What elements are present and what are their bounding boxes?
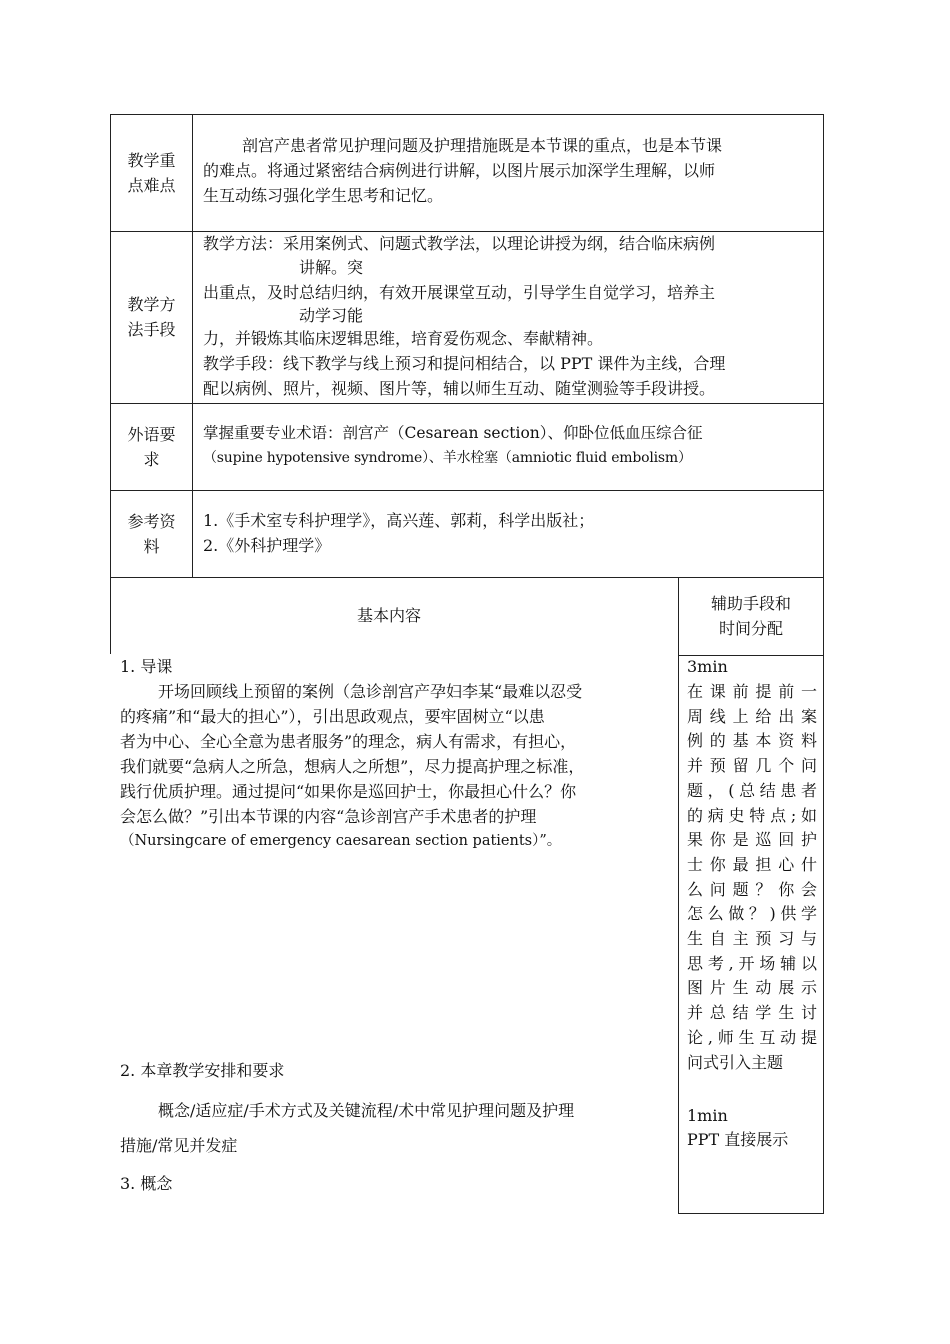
section-1-line-2: 的疼痛”和“最大的担心”），引出思政观点，要牢固树立“以患 [120, 707, 545, 726]
reference-item-2: 2.《外科护理学》 [203, 536, 331, 555]
section-1-title: 1. 导课 [120, 657, 173, 676]
reference-item-1: 1.《手术室专科护理学》，高兴莲、郭莉，科学出版社； [203, 511, 595, 530]
methods-text-3: 出重点，及时总结归纳，有效开展课堂互动，引导学生自觉学习，培养主 [203, 283, 716, 302]
aux-description-1: 在课前提前一 周线上给出案 例的基本资料 并预留几个问 题，(总结患者 的病史特点;如 果你是巡回护 士你最担心什 么问题？你会 怎么做？)供学 生自主预习与 思考,开场辅以 图片生动展示 并总结学生讨 论,师生互动提 问式引入主题 [687, 682, 817, 1072]
language-label: 外语要 求 [127, 425, 176, 469]
language-text-1: 掌握重要专业术语：剖宫产（Cesarean section）、仰卧位低血压综合征 [203, 424, 703, 442]
basic-content-heading: 基本内容 [357, 606, 422, 625]
methods-text-1: 教学方法：采用案例式、问题式教学法，以理论讲授为纲，结合临床病例 [203, 234, 716, 253]
methods-text-2: 讲解。突 [299, 258, 364, 277]
key-points-text-3: 生互动练习强化学生思考和记忆。 [203, 186, 444, 205]
key-points-text-2: 的难点。将通过紧密结合病例进行讲解，以图片展示加深学生理解，以师 [203, 161, 716, 180]
time-allocation-2: 1min [687, 1106, 728, 1125]
methods-text-7: 配以病例、照片，视频、图片等，辅以师生互动、随堂测验等手段讲授。 [203, 379, 716, 398]
section-1-line-5: 践行优质护理。通过提问“如果你是巡回护士，你最担心什么？你 [120, 782, 577, 801]
section-2-line-2: 措施/常见并发症 [120, 1136, 238, 1155]
methods-label: 教学方 法手段 [127, 295, 176, 339]
language-text-2: （supine hypotensive syndrome）、羊水栓塞（amniotic fluid embolism） [203, 450, 692, 466]
section-2-title: 2. 本章教学安排和要求 [120, 1061, 285, 1080]
key-points-label: 教学重 点难点 [127, 151, 176, 195]
section-3-title: 3. 概念 [120, 1174, 173, 1193]
section-1-line-3: 者为中心、全心全意为患者服务”的理念，病人有需求，有担心， [120, 732, 577, 751]
time-allocation-1: 3min [687, 657, 728, 676]
aux-means-heading: 辅助手段和 时间分配 [710, 594, 791, 638]
methods-text-6: 教学手段：线下教学与线上预习和提问相结合，以 PPT 课件为主线，合理 [203, 354, 726, 373]
aux-description-2: PPT 直接展示 [687, 1130, 789, 1149]
section-1-line-4: 我们就要“急病人之所急，想病人之所想”，尽力提高护理之标准， [120, 757, 585, 776]
section-1-line-1: 开场回顾线上预留的案例（急诊剖宫产孕妇李某“最难以忍受 [158, 682, 583, 701]
section-1-line-6: 会怎么做？”引出本节课的内容“急诊剖宫产手术患者的护理 [120, 807, 537, 826]
references-label: 参考资 料 [127, 512, 176, 556]
section-1-line-7: （Nursingcare of emergency caesarean section patients）”。 [120, 833, 562, 849]
section-2-line-1: 概念/适应症/手术方式及关键流程/术中常见护理问题及护理 [158, 1101, 575, 1120]
key-points-text-1: 剖宫产患者常见护理问题及护理措施既是本节课的重点，也是本节课 [242, 136, 723, 155]
methods-text-4: 动学习能 [299, 306, 364, 325]
methods-text-5: 力，并锻炼其临床逻辑思维，培育爱伤观念、奉献精神。 [203, 329, 604, 348]
